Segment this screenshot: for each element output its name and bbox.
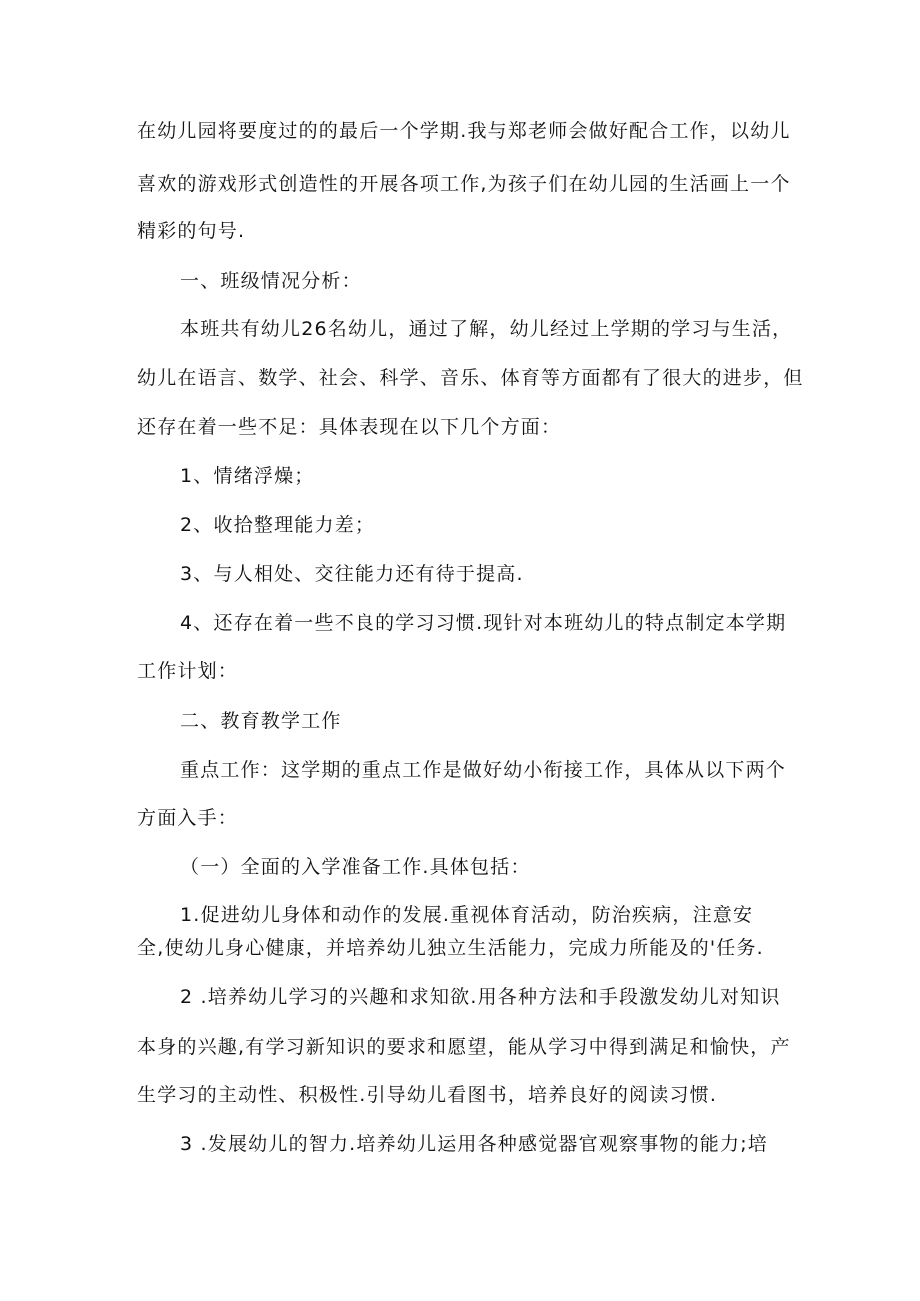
text-line: 还存在着一些不足：具体表现在以下几个方面： [137,416,562,438]
text-line: 在幼儿园将要度过的的最后一个学期.我与郑老师会做好配合工作，以幼儿 [137,120,791,142]
list-item: 2、收拾整理能力差； [180,514,376,536]
text-line: 本身的兴趣,有学习新知识的要求和愿望，能从学习中得到满足和愉快，产 [137,1036,791,1058]
text-line: 工作计划： [137,660,239,682]
text-line: 3 .发展幼儿的智力.培养幼儿运用各种感觉器官观察事物的能力;培 [180,1133,769,1155]
section-heading: 一、班级情况分析： [180,270,362,292]
text-line: 重点工作：这学期的重点工作是做好幼小衔接工作，具体从以下两个 [180,759,787,781]
section-heading: 二、教育教学工作 [180,710,342,732]
list-item: 3、与人相处、交往能力还有待于提高. [180,563,524,585]
text-line: 幼儿在语言、数学、社会、科学、音乐、体育等方面都有了很大的进步，但 [137,367,804,389]
list-item: 1、情绪浮燥； [180,465,315,487]
text-line: 1.促进幼儿身体和动作的发展.重视体育活动，防治疾病，注意安 [180,904,754,926]
text-line: 喜欢的游戏形式创造性的开展各项工作,为孩子们在幼儿园的生活画上一个 [137,173,791,195]
text-line: 方面入手： [137,807,239,829]
list-item: 4、还存在着一些不良的学习习惯.现针对本班幼儿的特点制定本学期 [180,612,787,634]
text-line: 2 .培养幼儿学习的兴趣和求知欲.用各种方法和手段激发幼儿对知识 [180,986,781,1008]
text-line: 生学习的主动性、积极性.引导幼儿看图书，培养良好的阅读习惯. [137,1084,718,1106]
subsection-heading: （一）全面的入学准备工作.具体包括： [180,856,531,878]
text-line: 精彩的句号. [137,220,246,242]
text-line: 本班共有幼儿26名幼儿，通过了解，幼儿经过上学期的学习与生活， [180,318,793,340]
text-line: 全,使幼儿身心健康，并培养幼儿独立生活能力，完成力所能及的'任务. [137,937,764,959]
